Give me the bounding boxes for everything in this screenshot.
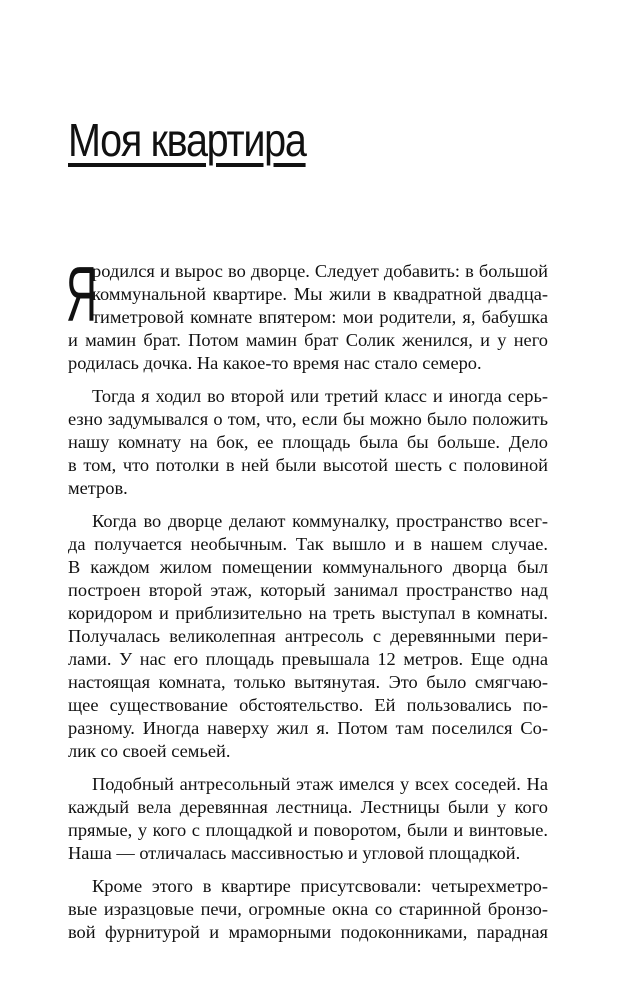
paragraph-1 [66,250,548,375]
text-line: тиметровой комнате впятером: мои родители, я, бабушка [92,307,548,327]
text-line: вой фурнитурой и мраморными подоконниками, парадная [68,922,548,942]
text-line: Подобный антресольный этаж имелся у всех соседей. На [92,774,548,794]
text-line: лик со своей семьей. [68,741,231,761]
paragraph-3 [68,510,548,763]
text-line: Наша — отличалась массивностью и угловой площадкой. [68,843,521,863]
text-line: Кроме этого в квартире присутсвовали: четырехметро- [92,876,548,896]
text-line: В каждом жилом помещении коммунального дворца был [68,557,548,577]
text-line: лами. У нас его площадь превышала 12 метров. Еще одна [68,649,548,669]
text-line: нашу комнату на бок, ее площадь была бы больше. Дело [68,432,548,452]
text-line: и мамин брат. Потом мамин брат Солик женился, и у него [68,330,548,350]
text-line: да получается необычным. Так вышло и в нашем случае. [68,534,548,554]
text-line: Получалась великолепная антресоль с деревянными пери- [68,626,548,646]
text-line: родился и вырос во дворце. Следует добавить: в большой [92,261,548,281]
text-line: построен второй этаж, который занимал пространство над [68,580,548,600]
chapter-body [66,250,548,944]
text-line: вые изразцовые печи, огромные окна со старинной бронзо- [68,899,548,919]
text-line: щее существование обстоятельство. Ей пользовались по- [68,695,548,715]
text-line: родилась дочка. На какое-то время нас стало семеро. [68,353,482,373]
text-line: разному. Иногда наверху жил я. Потом там поселился Со- [68,718,548,738]
text-line: коридором и приблизительно на треть выступал в комнаты. [68,603,548,623]
text-line: Тогда я ходил во второй или третий класс и иногда серь- [92,386,548,406]
text-line: в том, что потолки в ней были высотой шесть с половиной [68,455,548,475]
drop-cap-letter: Я [66,250,97,338]
text-line: каждый вела деревянная лестница. Лестницы были у кого [68,797,548,817]
paragraph-2 [68,385,548,500]
text-line: Когда во дворце делают коммуналку, пространство всег- [92,511,548,531]
chapter-title: Моя квартира [68,114,306,166]
text-line: настоящая комната, только вытянутая. Это было смягчаю- [68,672,548,692]
paragraph-4 [68,773,548,865]
text-line: езно задумывался о том, что, если бы можно было положить [68,409,548,429]
text-line: прямые, у кого с площадкой и поворотом, были и винтовые. [68,820,548,840]
text-line: коммунальной квартире. Мы жили в квадратной двадца- [92,284,548,304]
text-line: метров. [68,478,128,498]
paragraph-5 [68,875,548,944]
